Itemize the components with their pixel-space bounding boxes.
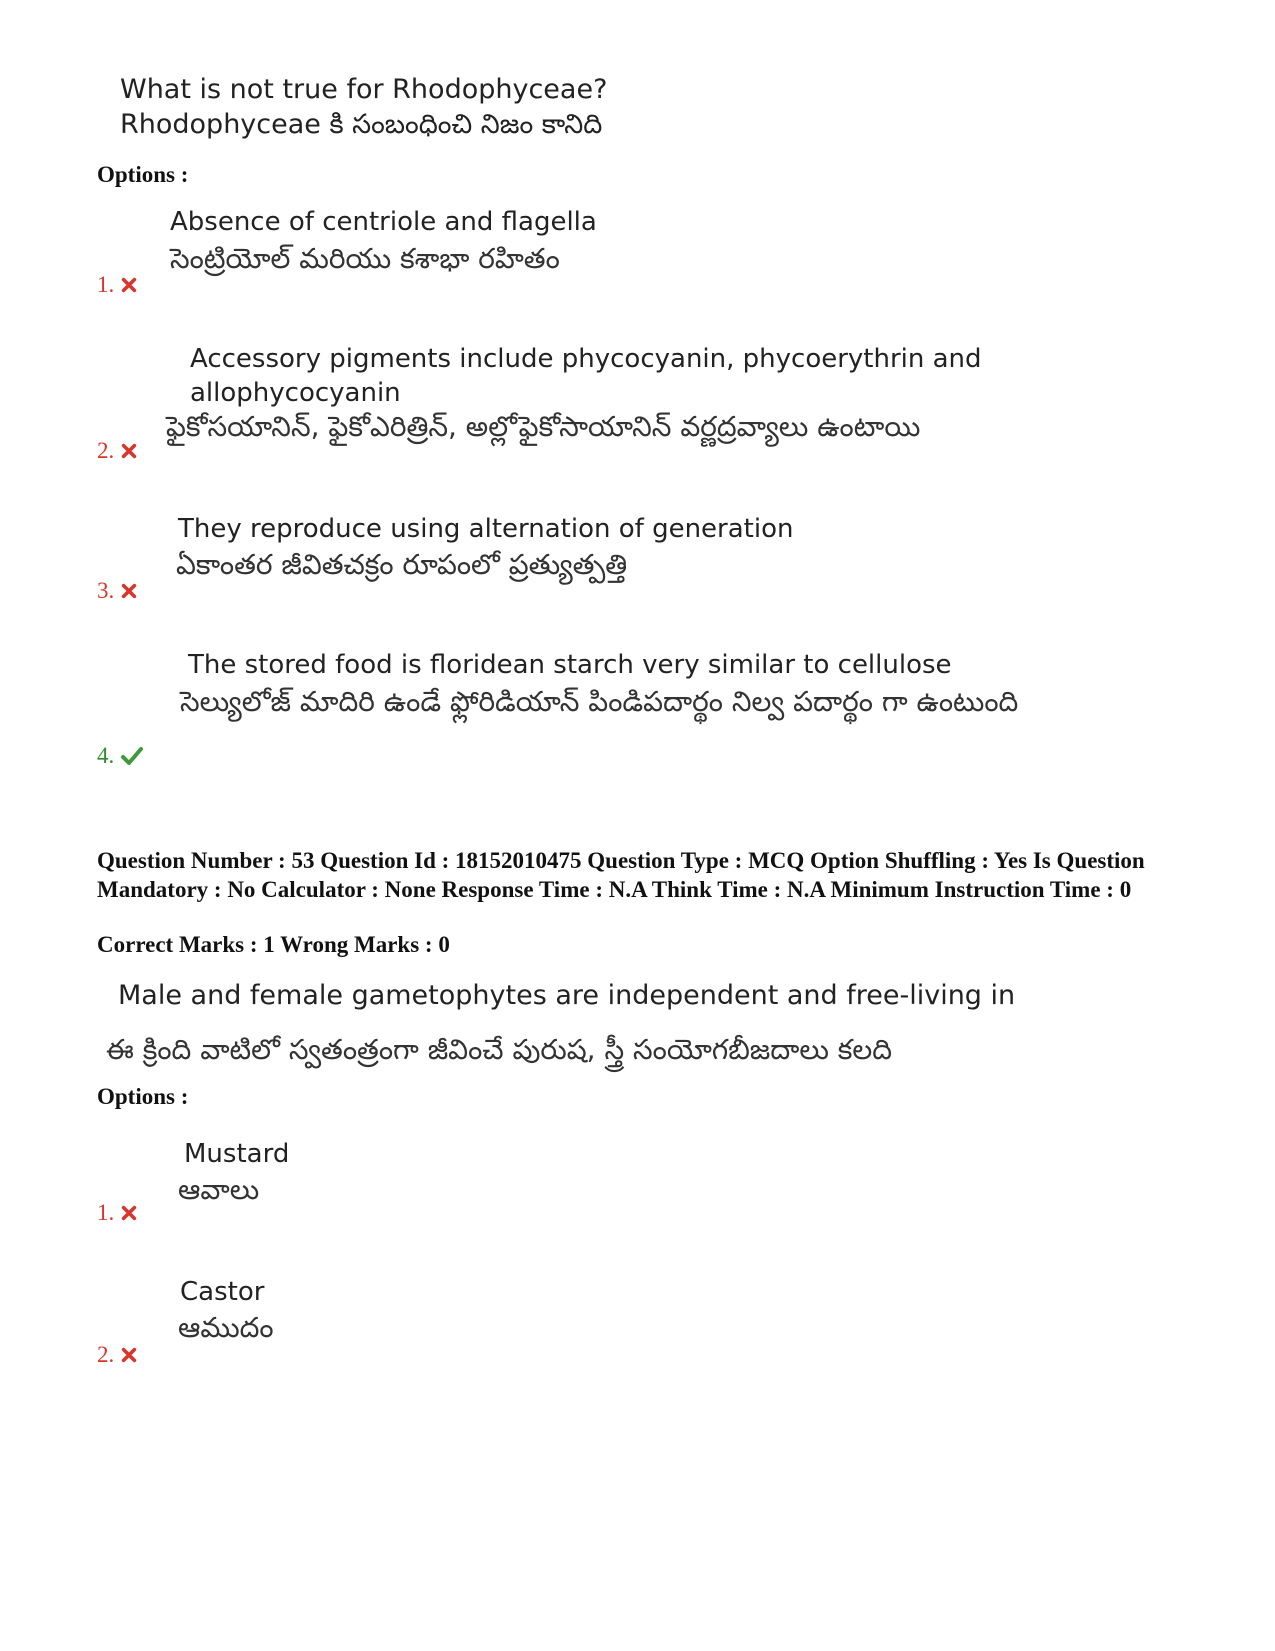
question-53-marks: Correct Marks : 1 Wrong Marks : 0 [97,932,450,957]
cross-icon [120,582,138,600]
options-label: Options : [97,1084,189,1109]
option-number: 2. [97,438,115,463]
option-number: 1. [97,1200,115,1225]
question-52-text-te: Rhodophyceae కి సంబంధించి నిజం కానిది [120,109,603,140]
check-icon [120,744,144,768]
option-1-text-te: సెంట్రియోల్ మరియు కశాభా రహితం [170,242,560,275]
option-3-number [97,578,138,604]
option-4-number [97,743,144,769]
option-2-text-en: Accessory pigments include phycocyanin, phycoerythrin and allophycocyanin [190,344,982,408]
q53-option-2-number [97,1342,138,1368]
option-number: 2. [97,1342,115,1367]
q53-option-2-text-en: Castor [180,1277,265,1307]
question-52-text-en: What is not true for Rhodophyceae? [120,74,608,105]
q53-option-1-text-en: Mustard [184,1139,290,1169]
option-4-text-en: The stored food is floridean starch very similar to cellulose [188,650,952,680]
option-number: 1. [97,272,115,297]
option-2-text-te: ఫైకోసయానిన్, ఫైకోఎరిత్రిన్, అల్లోఫైకోసాయానిన్ వర్ణద్రవ్యాలు ఉంటాయి [166,410,921,443]
q53-option-1-number [97,1200,138,1226]
q53-option-2-text-te: ఆముదం [178,1311,274,1344]
cross-icon [120,276,138,294]
cross-icon [120,1204,138,1222]
option-3-text-en: They reproduce using alternation of generation [178,514,794,544]
option-3-text-te: ఏకాంతర జీవితచక్రం రూపంలో ప్రత్యుత్పత్తి [176,548,628,581]
option-number: 3. [97,578,115,603]
question-53-text-te: ఈ క్రింది వాటిలో స్వతంత్రంగా జీవించే పురుష, స్త్రీ సంయోగబీజదాలు కలది [106,1033,893,1066]
question-53-meta: Question Number : 53 Question Id : 18152010475 Question Type : MCQ Option Shuffling : Yes Is Question Mandatory : No Calculator : None Response Time : N.A Think Time : N.A Minimum Instruction Time : 0 [97,848,1145,902]
question-53-text-en: Male and female gametophytes are independent and free-living in [118,980,1016,1011]
cross-icon [120,442,138,460]
option-4-text-te: సెల్యులోజ్ మాదిరి ఉండే ఫ్లోరిడియాన్ పిండిపదార్థం నిల్వ పదార్థం గా ఉంటుంది [180,685,1019,718]
option-number: 4. [97,743,115,768]
cross-icon [120,1346,138,1364]
option-1-number [97,272,138,298]
option-2-number [97,438,138,464]
option-1-text-en: Absence of centriole and flagella [170,207,597,237]
options-label: Options : [97,162,189,187]
q53-option-1-text-te: ఆవాలు [178,1173,260,1206]
